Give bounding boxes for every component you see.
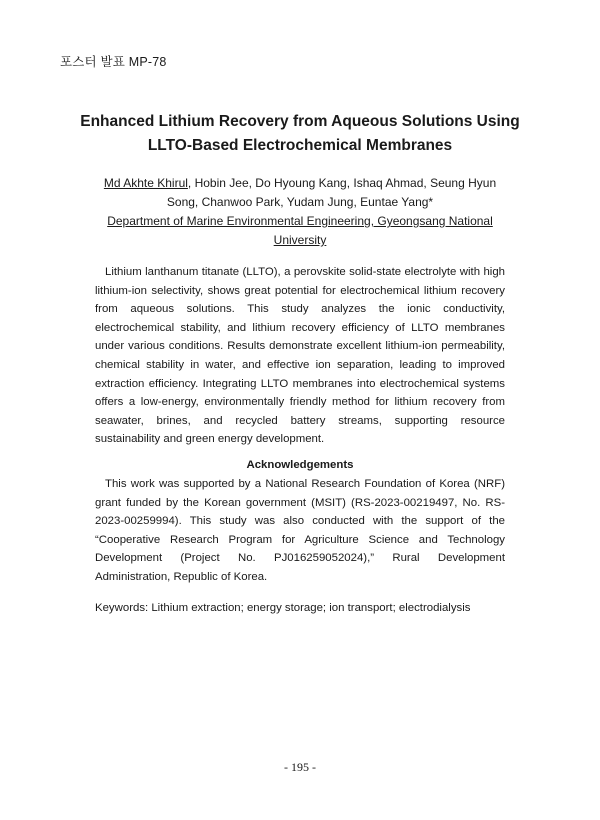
affiliation: Department of Marine Environmental Engineering, Gyeongsang National University [107,214,493,247]
presenting-author: Md Akhte Khirul [103,176,188,190]
acknowledgements-text: This work was supported by a National Research Foundation of Korea (NRF) grant funded by the Korean government (MSIT) (RS-2023-00219497, No. RS-2023-00259994). This study was also conducted with the support of the “Cooperative Research Program for Agriculture Science and Technology Development (Project No. PJ016259052024),” Rural Development Administration, Republic of Korea. [95,478,505,583]
acknowledgements-heading: Acknowledgements [246,459,354,471]
session-label: 포스터 발표 MP-78 [60,55,167,69]
page-number: - 195 - [284,760,316,774]
paper-title: Enhanced Lithium Recovery from Aqueous Solutions Using LLTO-Based Electrochemical Membranes [80,113,520,154]
co-authors: , Hobin Jee, Do Hyoung Kang, Ishaq Ahmad, Seung Hyun Song, Chanwoo Park, Yudam Jung, Euntae Yang* [166,176,497,209]
abstract-text: Lithium lanthanum titanate (LLTO), a perovskite solid-state electrolyte with high lithium-ion selectivity, shows great potential for electrochemical lithium recovery from aqueous solutions. This study analyzes the ionic conductivity, electrochemical stability, and lithium recovery efficiency of LLTO membranes under various conditions. Results demonstrate excellent lithium-ion permeability, chemical stability in water, and effective ion separation, leading to improved extraction efficiency. Integrating LLTO membranes into electrochemical systems offers a low-energy, environmentally friendly method for lithium recovery from seawater, brines, and recycled battery streams, supporting resource sustainability and green energy development. [95,266,505,446]
keywords-line: Keywords: Lithium extraction; energy storage; ion transport; electrodialysis [95,602,471,614]
author-block [92,174,508,250]
